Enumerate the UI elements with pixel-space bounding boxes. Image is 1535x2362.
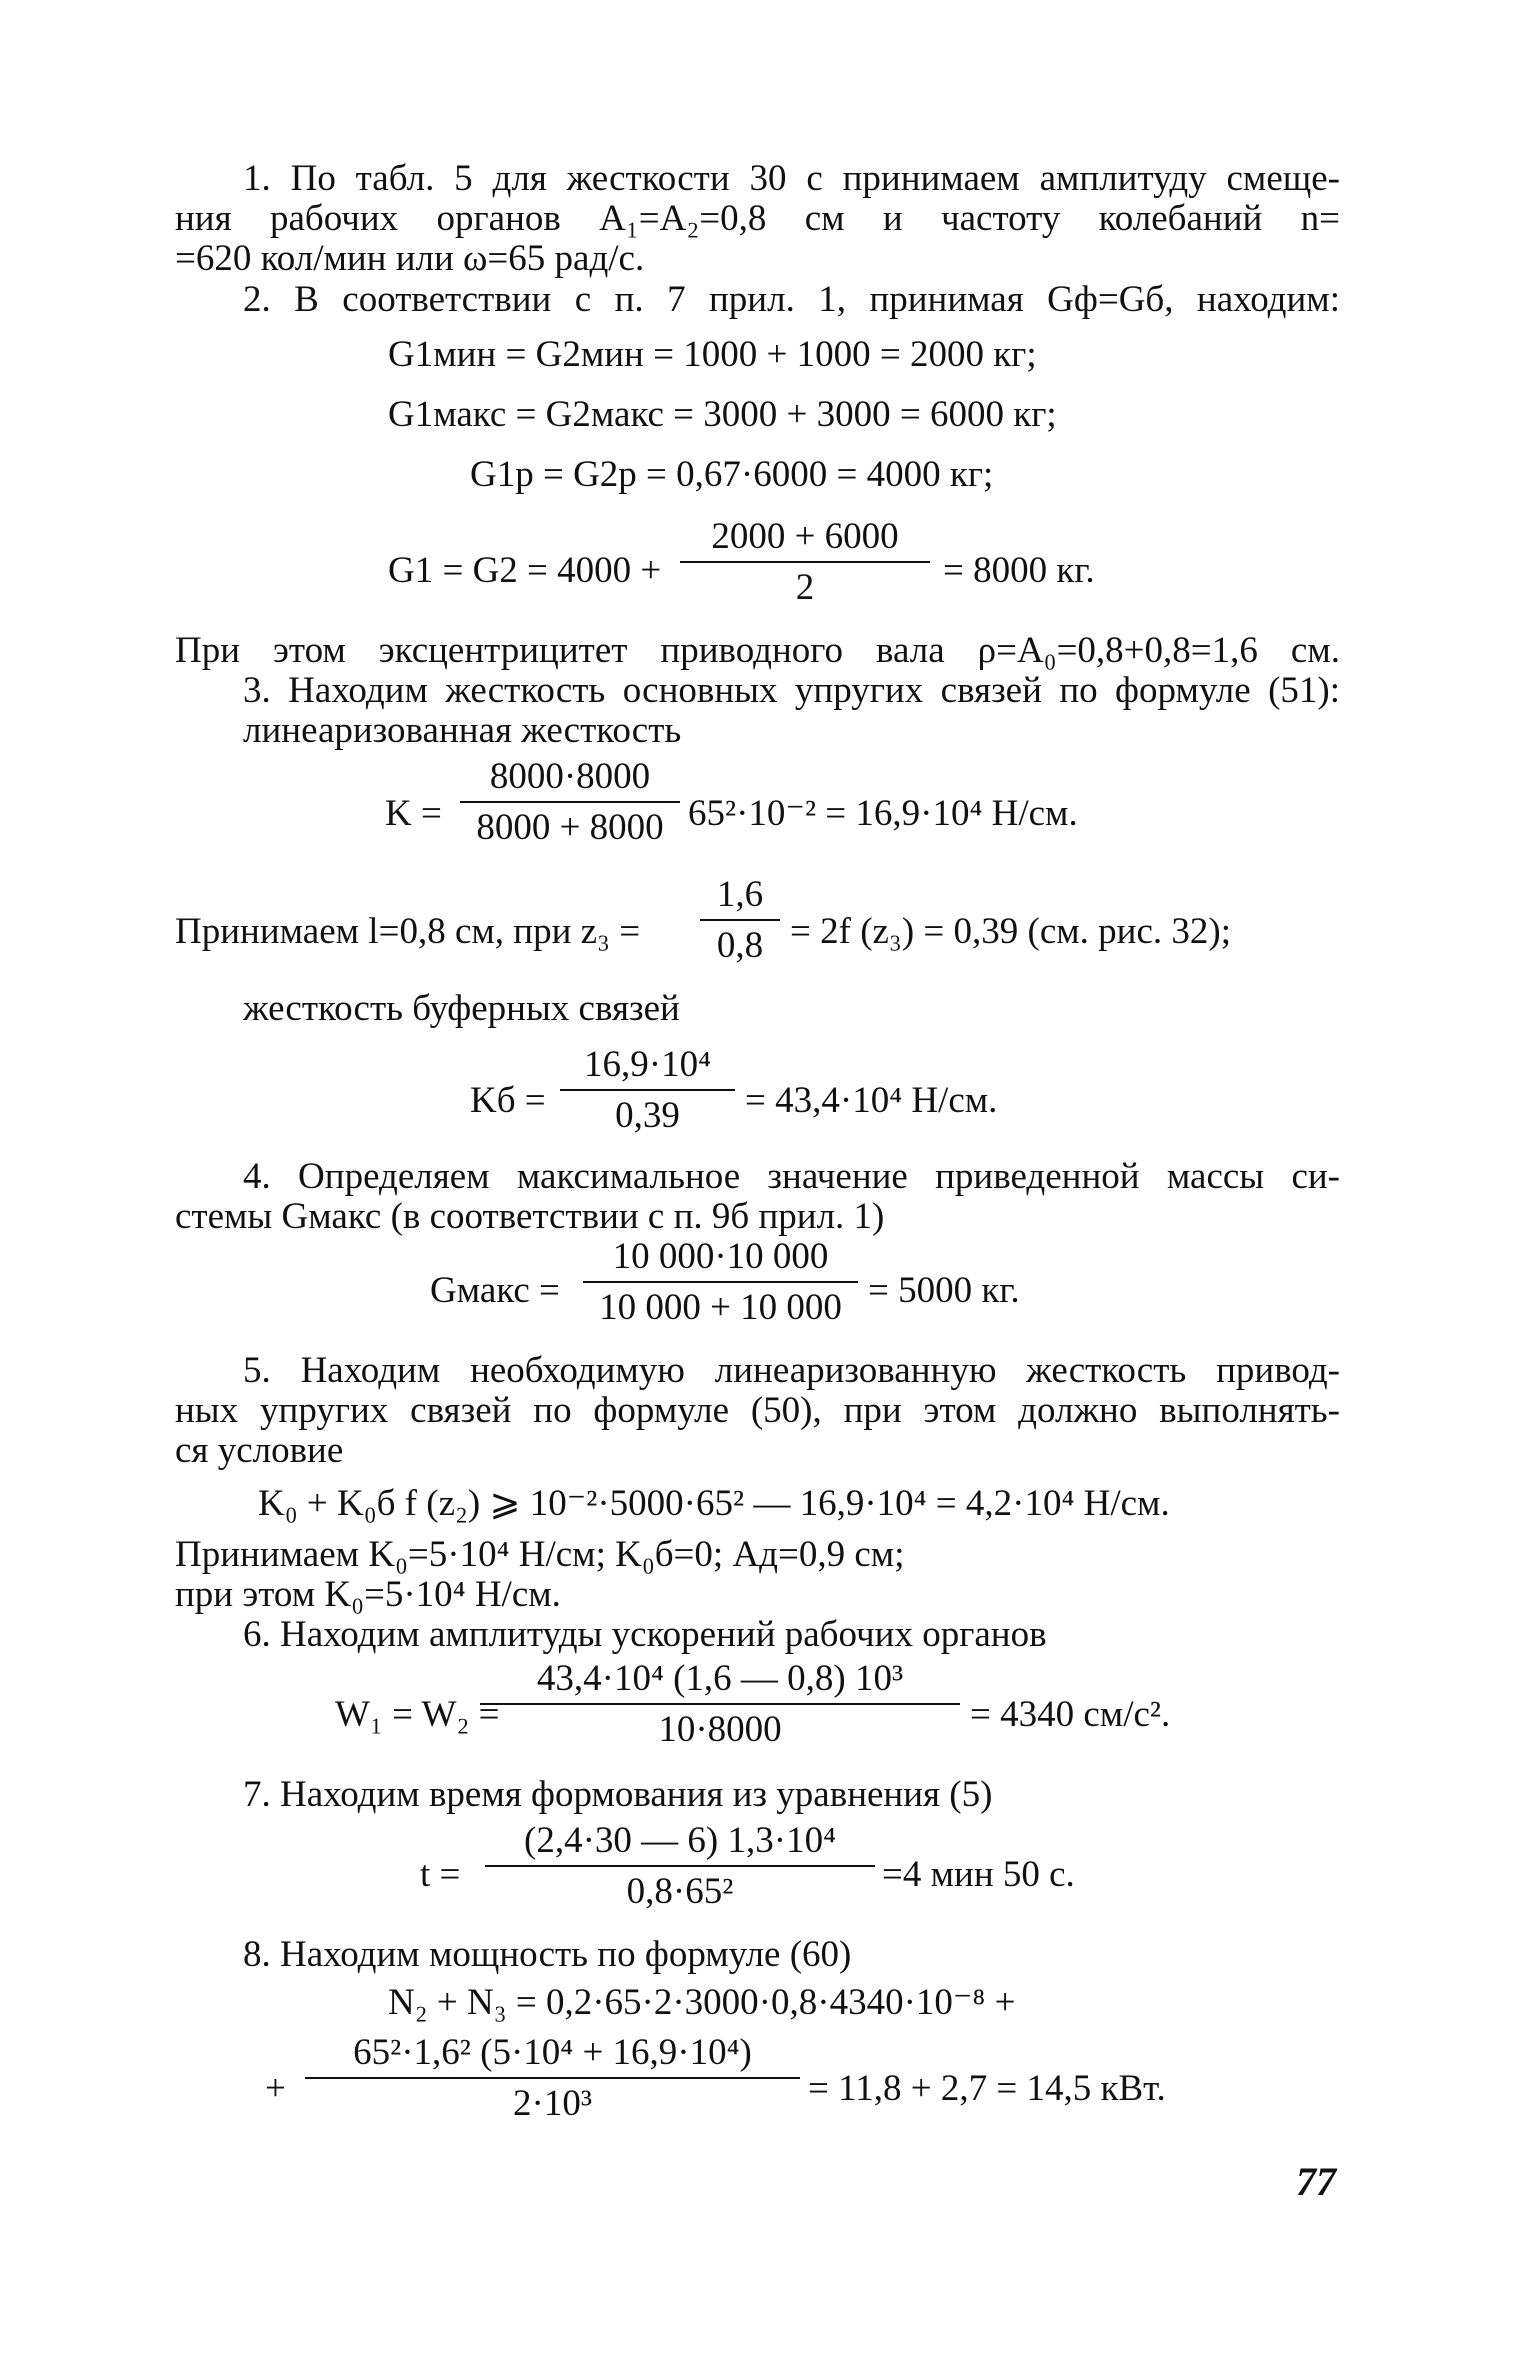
p2-line-1: 2. В соответствии с п. 7 прил. 1, принимая Gф=Gб, находим: [243, 279, 1340, 320]
p3-kb-denominator: 0,39 [615, 1095, 680, 1136]
p7-t-fraction [485, 1822, 875, 1910]
p8-eq-2-fraction [305, 2034, 800, 2122]
p6-w-right: = 4340 см/с². [970, 1694, 1171, 1735]
p6-w-fraction [480, 1660, 960, 1748]
p3-kb-right: = 43,4·10⁴ Н/см. [745, 1080, 998, 1121]
p3-line-2: линеаризованная жесткость [243, 710, 682, 751]
p6-w-left: W₁ = W₂ = [335, 1694, 500, 1735]
p8-eq-2-left: + [265, 2068, 286, 2109]
p1-line-1: 1. По табл. 5 для жесткости 30 с принимаем амплитуду смеще- [243, 158, 1340, 199]
p2-eq-4-denominator: 2 [795, 567, 815, 608]
p3-buf: жесткость буферных связей [243, 988, 680, 1029]
p3-prin-numerator: 1,6 [716, 874, 764, 915]
p7-line-1: 7. Находим время формования из уравнения (5) [243, 1774, 993, 1815]
p3-prin-left: Принимаем l=0,8 см, при z₃ = [175, 911, 641, 952]
p6-line-1: 6. Находим амплитуды ускорений рабочих органов [243, 1614, 1047, 1655]
p3-prin-denominator: 0,8 [716, 925, 764, 966]
p2-eq-4-left: G1 = G2 = 4000 + [388, 550, 662, 591]
p3-k-left: K = [385, 793, 442, 834]
p1-line-2: ния рабочих органов A₁=A₂=0,8 см и частоту колебаний n= [175, 198, 1340, 239]
page-number: 77 [1296, 2159, 1336, 2204]
p3-k-fraction [460, 758, 680, 846]
p3-prin-right: = 2f (z₃) = 0,39 (см. рис. 32); [790, 911, 1232, 952]
p2-eq-4-fraction [680, 518, 930, 606]
p3-kb-numerator: 16,9·10⁴ [584, 1044, 711, 1085]
p7-t-denominator: 0,8·65² [626, 1871, 734, 1912]
p7-t-right: =4 мин 50 с. [882, 1854, 1075, 1895]
p8-line-1: 8. Находим мощность по формуле (60) [243, 1934, 852, 1975]
p2-eq-3: G1р = G2р = 0,67·6000 = 4000 кг; [470, 454, 994, 495]
p8-eq-2-right: = 11,8 + 2,7 = 14,5 кВт. [808, 2068, 1166, 2109]
p2-eq-2: G1макс = G2макс = 3000 + 3000 = 6000 кг; [388, 394, 1057, 435]
p5-line-2: ных упругих связей по формуле (50), при этом должно выполнять- [175, 1390, 1340, 1431]
p2-eq-4-numerator: 2000 + 6000 [711, 516, 899, 557]
p4-line-2: стемы Gмакс (в соответствии с п. 9б прил. 1) [175, 1196, 885, 1237]
p3-kb-fraction [560, 1046, 735, 1134]
p8-eq-2-numerator: 65²·1,6² (5·10⁴ + 16,9·10⁴) [353, 2032, 752, 2073]
p2-eq-4-right: = 8000 кг. [943, 550, 1095, 591]
p4-g-denominator: 10 000 + 10 000 [599, 1287, 842, 1328]
p5-line-3: ся условие [175, 1430, 344, 1471]
p4-g-numerator: 10 000·10 000 [612, 1236, 829, 1277]
p2-after: При этом эксцентрицитет приводного вала ρ=A₀=0,8+0,8=1,6 см. [175, 630, 1340, 671]
p8-eq-1: N₂ + N₃ = 0,2·65·2·3000·0,8·4340·10⁻⁸ + [388, 1982, 1016, 2023]
p4-g-left: Gмакс = [430, 1270, 560, 1311]
p3-k-numerator: 8000·8000 [489, 756, 651, 797]
p2-eq-1: G1мин = G2мин = 1000 + 1000 = 2000 кг; [388, 334, 1037, 375]
p5-line-4: Принимаем K₀=5·10⁴ Н/см; K₀б=0; Aд=0,9 см; [175, 1534, 905, 1575]
p4-g-fraction [583, 1238, 858, 1326]
p1-line-3: =620 кол/мин или ω=65 рад/с. [175, 238, 645, 279]
p3-k-right: 65²·10⁻² = 16,9·10⁴ Н/см. [688, 793, 1078, 834]
p3-prin-fraction [700, 876, 780, 964]
p7-t-left: t = [420, 1854, 461, 1895]
p5-eq: K₀ + K₀б f (z₂) ⩾ 10⁻²·5000·65² — 16,9·10⁴ = 4,2·10⁴ Н/см. [258, 1483, 1170, 1524]
p3-kb-left: Kб = [470, 1080, 546, 1121]
p6-w-denominator: 10·8000 [658, 1709, 782, 1750]
p3-line-1: 3. Находим жесткость основных упругих связей по формуле (51): [243, 670, 1340, 711]
p3-k-denominator: 8000 + 8000 [476, 807, 664, 848]
p4-line-1: 4. Определяем максимальное значение приведенной массы си- [243, 1156, 1340, 1197]
p8-eq-2-denominator: 2·10³ [513, 2083, 592, 2124]
p6-w-numerator: 43,4·10⁴ (1,6 — 0,8) 10³ [536, 1658, 904, 1699]
p4-g-right: = 5000 кг. [868, 1270, 1020, 1311]
p5-line-5: при этом K₀=5·10⁴ Н/см. [175, 1574, 561, 1615]
p7-t-numerator: (2,4·30 — 6) 1,3·10⁴ [524, 1820, 836, 1861]
p5-line-1: 5. Находим необходимую линеаризованную жесткость привод- [243, 1350, 1340, 1391]
